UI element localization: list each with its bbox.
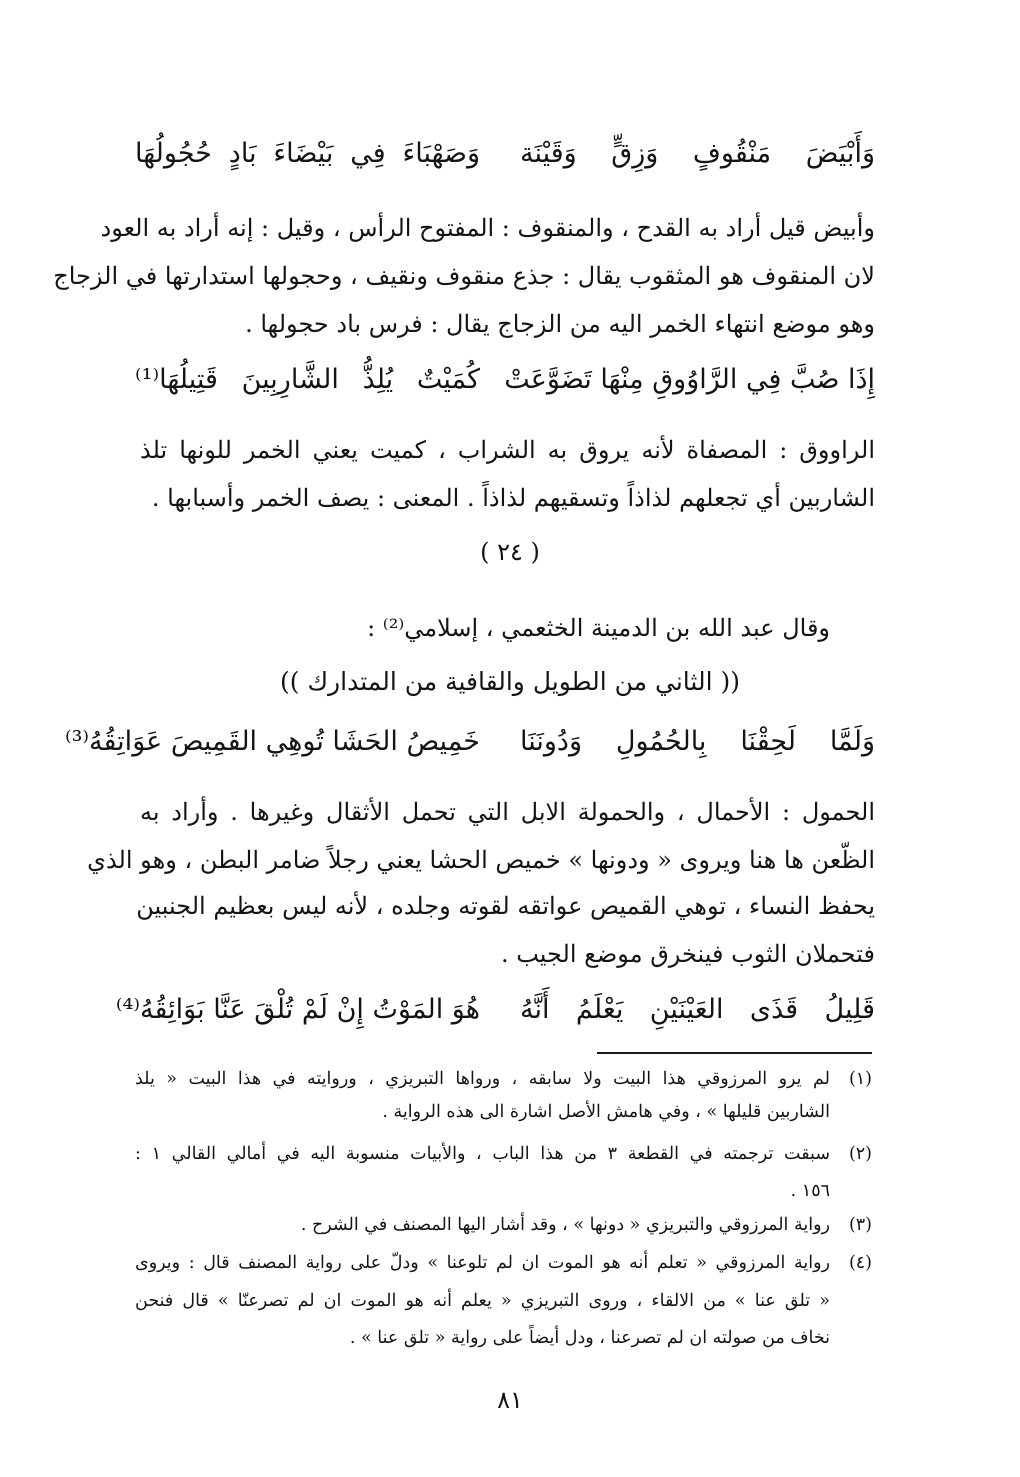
commentary-3-line-1: الحمول : الأحمال ، والحمولة الابل التي تحمل الأثقال وغيرها . وأراد به [140,798,875,826]
commentary-3-line-2: الظّعن ها هنا ويروى « ودونها » خميص الحشا يعني رجلاً ضامر البطن ، وهو الذي [87,846,875,874]
commentary-1-line-1: وأبيض قيل أراد به القدح ، والمنقوف : المفتوح الرأس ، وقيل : إنه أراد به العود [100,214,875,242]
commentary-1-line-3: وهو موضع انتهاء الخمر اليه من الزجاج يقال : فرس باد حجولها . [245,310,875,338]
verse-3-second-hemistich: خَمِيصُ الحَشَا تُوهِي القَمِيصَ عَوَاتِقُهُ⁽³⁾ [64,726,480,757]
verse-line-4 [115,986,875,1036]
footnote-3-line-1: رواية المرزوقي والتبريزي « دونها » ، وقد أشار اليها المصنف في الشرح . [300,1215,830,1235]
commentary-2-line-1: الراووق : المصفاة لأنه يروق به الشراب ، كميت يعني الخمر للونها تلذ [140,436,875,464]
commentary-1-line-2: لان المنقوف هو المثقوب يقال : جذع منقوف ونقيف ، وحجولها استدارتها في الزجاج [53,262,875,290]
page-number: ٨١ [497,1386,523,1414]
poem-introduction: وقال عبد الله بن الدمينة الخثعمي ، إسلامي⁽²⁾ : [367,614,830,642]
meter-description: (( الثاني من الطويل والقافية من المتدارك )) [280,667,740,696]
footnote-4-line-3: نخاف من صولته ان لم تصرعنا ، ودل أيضاً على رواية « تلق عنا » . [349,1328,830,1348]
footnote-3-number: (٣) [848,1215,872,1235]
verse-1-first-hemistich: وَأَبْيَضَ مَنْقُوفٍ وَزِقٍّ وَقَيْنَة [520,138,875,169]
footnote-4-number: (٤) [848,1253,872,1273]
verse-line-1 [135,130,875,180]
verse-4-second-hemistich: هُوَ المَوْتُ إِنْ لَمْ تُلْقَ عَنَّا بَوَائِقُهُ⁽⁴⁾ [115,994,480,1025]
verse-1-second-hemistich: وَصَهْبَاءَ فِي بَيْضَاءَ بَادٍ حُجُولُهَا [135,138,480,169]
footnote-1-line-2: الشاربين قليلها » ، وفي هامش الأصل اشارة الى هذه الرواية . [382,1102,830,1122]
commentary-3-line-4: فتحملان الثوب فينخرق موضع الجيب . [500,940,875,968]
commentary-3-line-3: يحفظ النساء ، توهي القميص عواتقه لقوته وجلده ، لأنه ليس بعظيم الجنبين [136,892,875,920]
verse-4-first-hemistich: قَلِيلُ قَذَى العَيْنَيْنِ يَعْلَمُ أَنَّهُ [520,994,875,1025]
footnote-1-number: (١) [848,1069,872,1089]
section-number: ( ٢٤ ) [480,538,540,566]
footnote-4-line-1: رواية المرزوقي « تعلم أنه هو الموت ان لم تلوعنا » ودلّ على رواية المصنف قال : ويروى [135,1253,830,1273]
footnote-2-number: (٢) [848,1144,872,1164]
footnote-1-line-1: لم يرو المرزوقي هذا البيت ولا سابقه ، ورواها التبريزي ، وروايته في هذا البيت « يلذ [135,1069,830,1089]
verse-2-first-hemistich: إِذَا صُبَّ فِي الرَّاوُوقِ مِنْهَا تَضَوَّعَتْ [504,364,875,395]
verse-3-first-hemistich: وَلَمَّا لَحِقْنَا بِالحُمُولِ وَدُونَنَا [520,726,875,757]
footnote-4-line-2: « تلق عنا » من الالقاء ، وروى التبريزي « يعلم أنه هو الموت ان لم تصرعنّا » قال فنحن [135,1291,830,1311]
verse-2-second-hemistich: كُمَيْتٌ يُلِذُّ الشَّارِبِينَ قَتِيلُهَا⁽¹⁾ [135,364,480,395]
commentary-2-line-2: الشاربين أي تجعلهم لذاذاً وتسقيهم لذاذاً . المعنى : يصف الخمر وأسبابها . [151,484,875,512]
verse-line-3 [64,718,875,768]
footnote-separator [597,1052,872,1054]
footnote-2-line-1: سبقت ترجمته في القطعة ٣ من هذا الباب ، والأبيات منسوبة اليه في أمالي القالي ١ : [135,1144,830,1164]
footnote-2-line-2: ١٥٦ . [790,1181,830,1201]
verse-line-2 [135,356,875,406]
